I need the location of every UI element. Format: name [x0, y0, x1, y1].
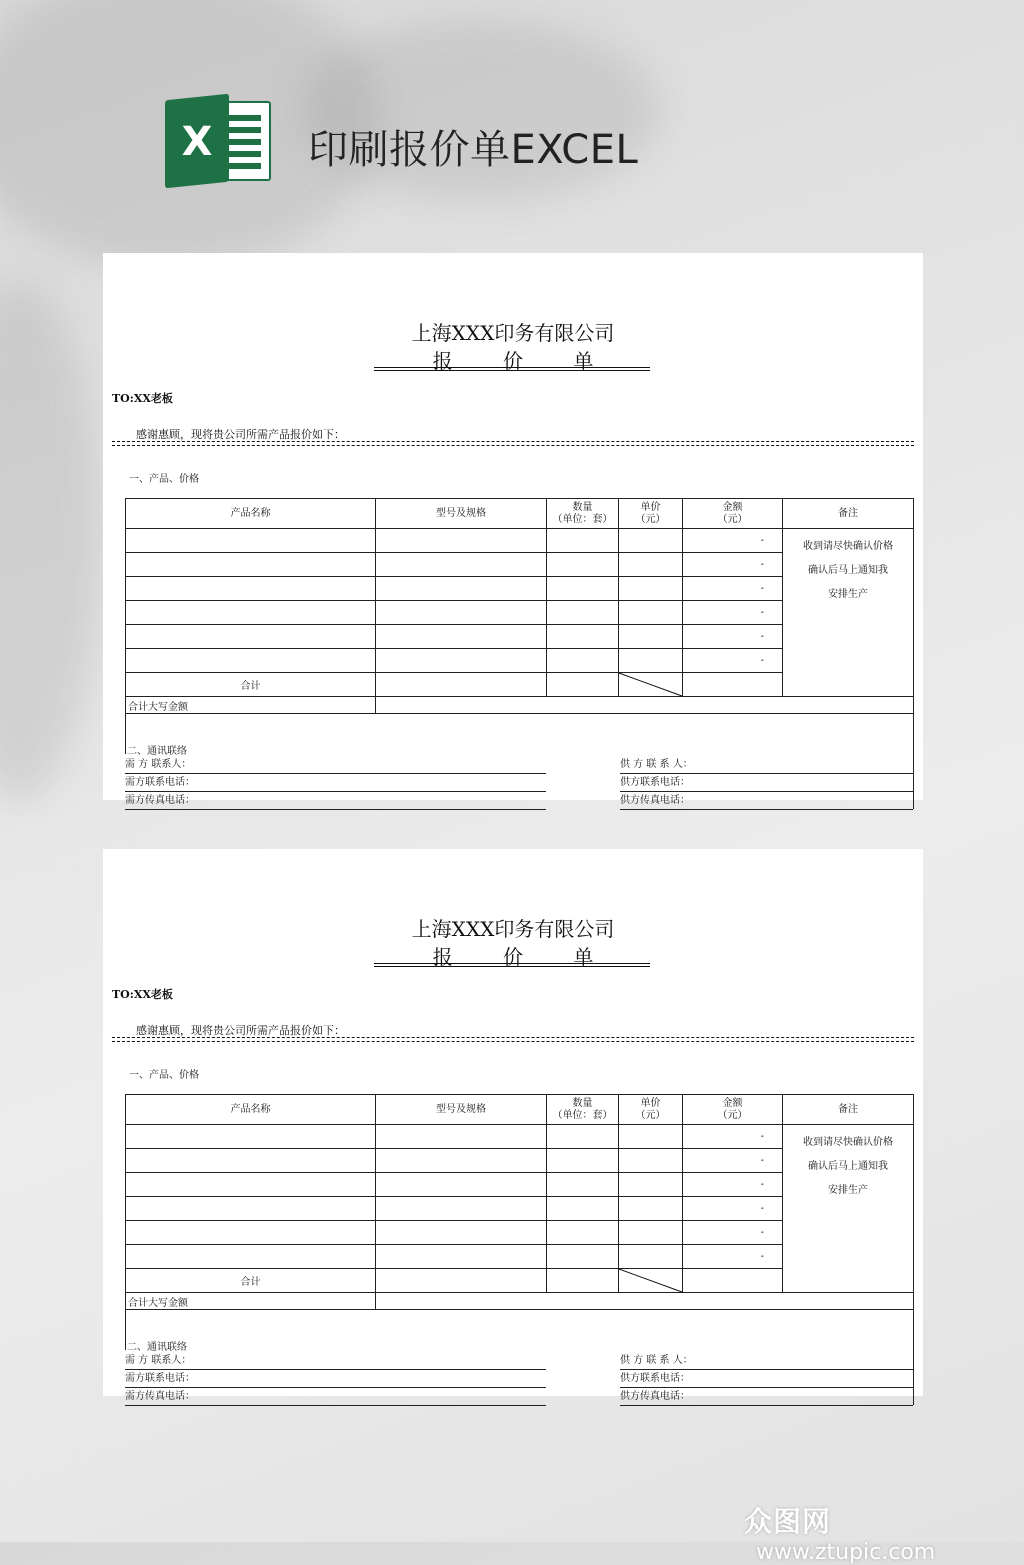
- total-spec[interactable]: [376, 1269, 547, 1293]
- col-header-name: 产品名称: [126, 499, 376, 529]
- col-header-amount: 金额 （元）: [683, 1095, 783, 1125]
- total-upper-value[interactable]: [376, 697, 914, 714]
- cell-spec[interactable]: [376, 649, 547, 673]
- cell-amount[interactable]: -: [683, 529, 783, 553]
- total-price-slash: [619, 673, 683, 697]
- background-shadow: [0, 280, 100, 800]
- cell-amount[interactable]: -: [683, 1245, 783, 1269]
- buyer-fax-field[interactable]: 需方传真电话：: [125, 1390, 546, 1406]
- cell-price[interactable]: [619, 1245, 683, 1269]
- cell-amount[interactable]: -: [683, 625, 783, 649]
- remark-line: 安排生产: [828, 589, 868, 600]
- cell-amount[interactable]: -: [683, 553, 783, 577]
- cell-spec[interactable]: [376, 625, 547, 649]
- cell-name[interactable]: [126, 1197, 376, 1221]
- dashed-divider: [112, 1037, 914, 1042]
- supplier-fax-field[interactable]: 供方传真电话：: [620, 794, 913, 810]
- cell-name[interactable]: [126, 1173, 376, 1197]
- total-upper-label: 合计大写金额: [126, 1293, 376, 1310]
- cell-amount[interactable]: -: [683, 1173, 783, 1197]
- col-header-spec: 型号及规格: [376, 499, 547, 529]
- cell-price[interactable]: [619, 529, 683, 553]
- remark-line: 安排生产: [828, 1185, 868, 1196]
- total-amount[interactable]: [683, 673, 783, 697]
- buyer-phone-field[interactable]: 需方联系电话：: [125, 1372, 546, 1388]
- col-header-remark: 备注: [783, 499, 914, 529]
- spacer-row: [126, 1310, 914, 1350]
- cell-amount[interactable]: -: [683, 1221, 783, 1245]
- cell-name[interactable]: [126, 1245, 376, 1269]
- cell-name[interactable]: [126, 1125, 376, 1149]
- cell-amount[interactable]: -: [683, 649, 783, 673]
- section-products-heading: 一、产品、价格: [129, 474, 199, 485]
- buyer-phone-field[interactable]: 需方联系电话：: [125, 776, 546, 792]
- total-price-slash: [619, 1269, 683, 1293]
- cell-price[interactable]: [619, 577, 683, 601]
- company-name: 上海XXX印务有限公司: [411, 321, 615, 345]
- section-products-heading: 一、产品、价格: [129, 1070, 199, 1081]
- cell-qty[interactable]: [547, 1125, 619, 1149]
- cell-spec[interactable]: [376, 553, 547, 577]
- cell-qty[interactable]: [547, 529, 619, 553]
- cell-spec[interactable]: [376, 1149, 547, 1173]
- total-label: 合计: [126, 673, 376, 697]
- cell-amount[interactable]: -: [683, 1125, 783, 1149]
- cell-price[interactable]: [619, 1197, 683, 1221]
- cell-price[interactable]: [619, 1149, 683, 1173]
- company-name: 上海XXX印务有限公司: [411, 917, 615, 941]
- buyer-contact-field[interactable]: 需 方 联系人：: [125, 758, 546, 774]
- cell-spec[interactable]: [376, 1125, 547, 1149]
- cell-qty[interactable]: [547, 601, 619, 625]
- cell-qty[interactable]: [547, 1245, 619, 1269]
- cell-qty[interactable]: [547, 649, 619, 673]
- document-title: 报 价 单: [432, 945, 616, 969]
- recipient: TO:XX老板: [112, 988, 173, 1001]
- col-header-price: 单价 （元）: [619, 1095, 683, 1125]
- cell-name[interactable]: [126, 625, 376, 649]
- quote-sheet-preview-1: [103, 253, 923, 806]
- cell-qty[interactable]: [547, 625, 619, 649]
- col-header-spec: 型号及规格: [376, 1095, 547, 1125]
- total-spec[interactable]: [376, 673, 547, 697]
- quote-table: [125, 1094, 914, 1350]
- cell-spec[interactable]: [376, 577, 547, 601]
- total-upper-value[interactable]: [376, 1293, 914, 1310]
- cell-qty[interactable]: [547, 1173, 619, 1197]
- table-row: [126, 529, 914, 553]
- table-right-border: [913, 1305, 914, 1405]
- cell-qty[interactable]: [547, 577, 619, 601]
- quote-sheet-preview-2: [103, 849, 923, 1402]
- cell-price[interactable]: [619, 601, 683, 625]
- col-header-remark: 备注: [783, 1095, 914, 1125]
- dashed-divider: [112, 441, 914, 446]
- cell-spec[interactable]: [376, 1173, 547, 1197]
- cell-spec[interactable]: [376, 1245, 547, 1269]
- cell-name[interactable]: [126, 553, 376, 577]
- cell-spec[interactable]: [376, 1221, 547, 1245]
- cell-price[interactable]: [619, 1125, 683, 1149]
- title-underline: [374, 367, 650, 371]
- cell-amount[interactable]: -: [683, 1149, 783, 1173]
- supplier-contact-field[interactable]: 供 方 联 系 人：: [620, 758, 913, 774]
- buyer-contact-field[interactable]: 需 方 联系人：: [125, 1354, 546, 1370]
- cell-price[interactable]: [619, 649, 683, 673]
- col-header-amount: 金额 （元）: [683, 499, 783, 529]
- cell-amount[interactable]: -: [683, 1197, 783, 1221]
- cell-price[interactable]: [619, 1221, 683, 1245]
- excel-logo-icon: [165, 97, 273, 185]
- supplier-phone-field[interactable]: 供方联系电话：: [620, 1372, 913, 1388]
- cell-name[interactable]: [126, 529, 376, 553]
- section-contact-heading: 二、通讯联络: [127, 746, 187, 757]
- total-qty[interactable]: [547, 1269, 619, 1293]
- section-contact-heading: 二、通讯联络: [127, 1342, 187, 1353]
- excel-letter: X: [181, 119, 213, 165]
- cell-qty[interactable]: [547, 1197, 619, 1221]
- table-header-row: [126, 499, 914, 529]
- col-header-qty: 数量 （单位：套）: [547, 499, 619, 529]
- cell-price[interactable]: [619, 1173, 683, 1197]
- total-upper-label: 合计大写金额: [126, 697, 376, 714]
- buyer-fax-field[interactable]: 需方传真电话：: [125, 794, 546, 810]
- intro-text: 感谢惠顾，现将贵公司所需产品报价如下：: [136, 1024, 345, 1037]
- cell-price[interactable]: [619, 553, 683, 577]
- watermark-brand: 众图网: [744, 1505, 832, 1538]
- cell-spec[interactable]: [376, 529, 547, 553]
- table-header-row: [126, 1095, 914, 1125]
- cell-qty[interactable]: [547, 553, 619, 577]
- cell-spec[interactable]: [376, 601, 547, 625]
- cell-amount[interactable]: -: [683, 601, 783, 625]
- page-title: 印刷报价单EXCEL: [308, 127, 639, 173]
- col-header-price: 单价 （元）: [619, 499, 683, 529]
- col-header-name: 产品名称: [126, 1095, 376, 1125]
- cell-amount[interactable]: -: [683, 577, 783, 601]
- cell-spec[interactable]: [376, 1197, 547, 1221]
- spacer-row: [126, 714, 914, 754]
- document-title: 报 价 单: [432, 349, 616, 373]
- remark-line: 确认后马上通知我: [808, 1161, 888, 1172]
- supplier-contact-field[interactable]: 供 方 联 系 人：: [620, 1354, 913, 1370]
- cell-name[interactable]: [126, 601, 376, 625]
- total-upper-row: [126, 1293, 914, 1310]
- table-right-border: [913, 709, 914, 809]
- cell-qty[interactable]: [547, 1221, 619, 1245]
- col-header-qty: 数量 （单位：套）: [547, 1095, 619, 1125]
- remark-cell[interactable]: [783, 1125, 914, 1293]
- remark-cell[interactable]: [783, 529, 914, 697]
- supplier-fax-field[interactable]: 供方传真电话：: [620, 1390, 913, 1406]
- remark-line: 收到请尽快确认价格: [803, 1137, 893, 1148]
- supplier-phone-field[interactable]: 供方联系电话：: [620, 776, 913, 792]
- quote-table: [125, 498, 914, 754]
- total-upper-row: [126, 697, 914, 714]
- watermark-url: www.ztupic.com: [756, 1540, 936, 1565]
- cell-name[interactable]: [126, 649, 376, 673]
- table-row: [126, 1125, 914, 1149]
- remark-line: 收到请尽快确认价格: [803, 541, 893, 552]
- cell-qty[interactable]: [547, 1149, 619, 1173]
- cell-name[interactable]: [126, 1221, 376, 1245]
- total-label: 合计: [126, 1269, 376, 1293]
- intro-text: 感谢惠顾，现将贵公司所需产品报价如下：: [136, 428, 345, 441]
- total-amount[interactable]: [683, 1269, 783, 1293]
- remark-line: 确认后马上通知我: [808, 565, 888, 576]
- cell-price[interactable]: [619, 625, 683, 649]
- cell-name[interactable]: [126, 1149, 376, 1173]
- title-underline: [374, 963, 650, 967]
- watermark: [744, 1500, 1024, 1565]
- recipient: TO:XX老板: [112, 392, 173, 405]
- cell-name[interactable]: [126, 577, 376, 601]
- total-qty[interactable]: [547, 673, 619, 697]
- excel-badge: [165, 94, 229, 189]
